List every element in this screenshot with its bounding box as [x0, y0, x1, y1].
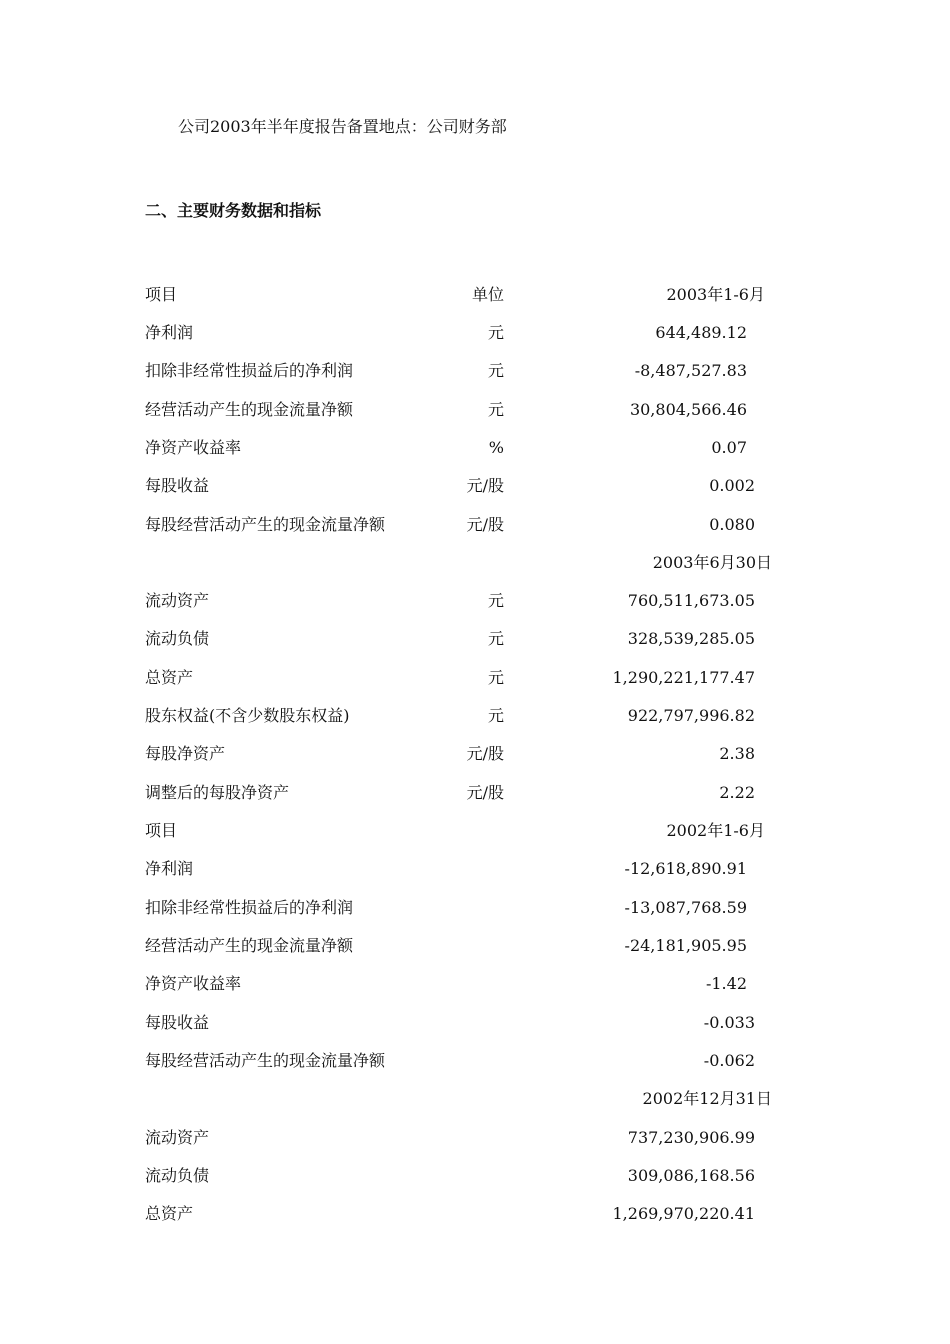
row-value: -13,087,768.59: [624, 898, 747, 917]
row-value: 0.07: [711, 438, 747, 457]
row-unit: 元/股: [466, 744, 504, 763]
row-value: 2.22: [719, 783, 755, 802]
table-row: [0, 666, 950, 690]
row-unit: 元: [487, 323, 504, 342]
row-item: 总资产: [145, 1204, 194, 1223]
row-value: 328,539,285.05: [627, 629, 755, 648]
row-item: 净利润: [145, 323, 194, 342]
row-value: -24,181,905.95: [624, 936, 747, 955]
row-item: 扣除非经常性损益后的净利润: [145, 361, 354, 380]
row-value: 2003年6月30日: [652, 553, 772, 572]
archive-location-text: 公司2003年半年度报告备置地点：公司财务部: [178, 117, 507, 136]
row-item: 净资产收益率: [145, 438, 242, 457]
row-value: 2003年1-6月: [666, 285, 765, 304]
table-row: [0, 359, 950, 383]
row-item: 每股经营活动产生的现金流量净额: [145, 515, 386, 534]
row-item: 流动负债: [145, 629, 210, 648]
row-unit: 元: [487, 706, 504, 725]
row-value: 737,230,906.99: [627, 1128, 755, 1147]
row-item: 流动资产: [145, 591, 210, 610]
row-value: -8,487,527.83: [634, 361, 747, 380]
row-item: 经营活动产生的现金流量净额: [145, 936, 354, 955]
row-item: 每股收益: [145, 1013, 210, 1032]
section-heading: 二、主要财务数据和指标: [145, 201, 322, 220]
row-unit: 单位: [471, 285, 504, 304]
table-row: [0, 1011, 950, 1035]
row-value: 2002年12月31日: [642, 1089, 772, 1108]
table-row: [0, 819, 950, 843]
row-value: -0.033: [703, 1013, 755, 1032]
row-item: 每股收益: [145, 476, 210, 495]
row-item: 每股净资产: [145, 744, 226, 763]
table-row: [0, 704, 950, 728]
row-unit: %: [488, 438, 504, 457]
table-row: [0, 283, 950, 307]
row-value: 1,290,221,177.47: [612, 668, 755, 687]
row-item: 调整后的每股净资产: [145, 783, 290, 802]
table-row: [0, 321, 950, 345]
row-value: 644,489.12: [655, 323, 747, 342]
table-row: [0, 1164, 950, 1188]
row-unit: 元: [487, 361, 504, 380]
row-item: 项目: [145, 285, 178, 304]
row-unit: 元/股: [466, 515, 504, 534]
table-row: [0, 589, 950, 613]
row-value: 0.002: [709, 476, 755, 495]
row-item: 经营活动产生的现金流量净额: [145, 400, 354, 419]
row-value: 30,804,566.46: [629, 400, 747, 419]
row-value: -12,618,890.91: [624, 859, 747, 878]
table-row: [0, 513, 950, 537]
table-row: [0, 398, 950, 422]
row-unit: 元: [487, 629, 504, 648]
row-item: 扣除非经常性损益后的净利润: [145, 898, 354, 917]
table-row: [0, 627, 950, 651]
table-row: [0, 436, 950, 460]
table-row: [0, 781, 950, 805]
row-item: 总资产: [145, 668, 194, 687]
row-value: -1.42: [705, 974, 747, 993]
table-row: [0, 474, 950, 498]
row-item: 流动负债: [145, 1166, 210, 1185]
table-row: [0, 857, 950, 881]
table-row: [0, 1202, 950, 1226]
row-item: 股东权益(不含少数股东权益): [145, 706, 350, 725]
row-unit: 元: [487, 591, 504, 610]
table-row: [0, 1049, 950, 1073]
row-item: 净利润: [145, 859, 194, 878]
row-value: 0.080: [709, 515, 755, 534]
row-value: 1,269,970,220.41: [612, 1204, 755, 1223]
row-unit: 元/股: [466, 783, 504, 802]
row-unit: 元: [487, 400, 504, 419]
row-value: 309,086,168.56: [627, 1166, 755, 1185]
table-row: [0, 934, 950, 958]
table-row: [0, 742, 950, 766]
row-value: 2.38: [719, 744, 755, 763]
table-row: [0, 972, 950, 996]
row-item: 净资产收益率: [145, 974, 242, 993]
row-item: 流动资产: [145, 1128, 210, 1147]
table-row: [0, 1126, 950, 1150]
row-value: 2002年1-6月: [666, 821, 765, 840]
row-value: 922,797,996.82: [627, 706, 755, 725]
row-value: 760,511,673.05: [627, 591, 755, 610]
row-item: 项目: [145, 821, 178, 840]
row-unit: 元: [487, 668, 504, 687]
row-value: -0.062: [703, 1051, 755, 1070]
table-row: [0, 896, 950, 920]
table-row: [0, 1087, 950, 1111]
row-item: 每股经营活动产生的现金流量净额: [145, 1051, 386, 1070]
row-unit: 元/股: [466, 476, 504, 495]
table-row: [0, 551, 950, 575]
